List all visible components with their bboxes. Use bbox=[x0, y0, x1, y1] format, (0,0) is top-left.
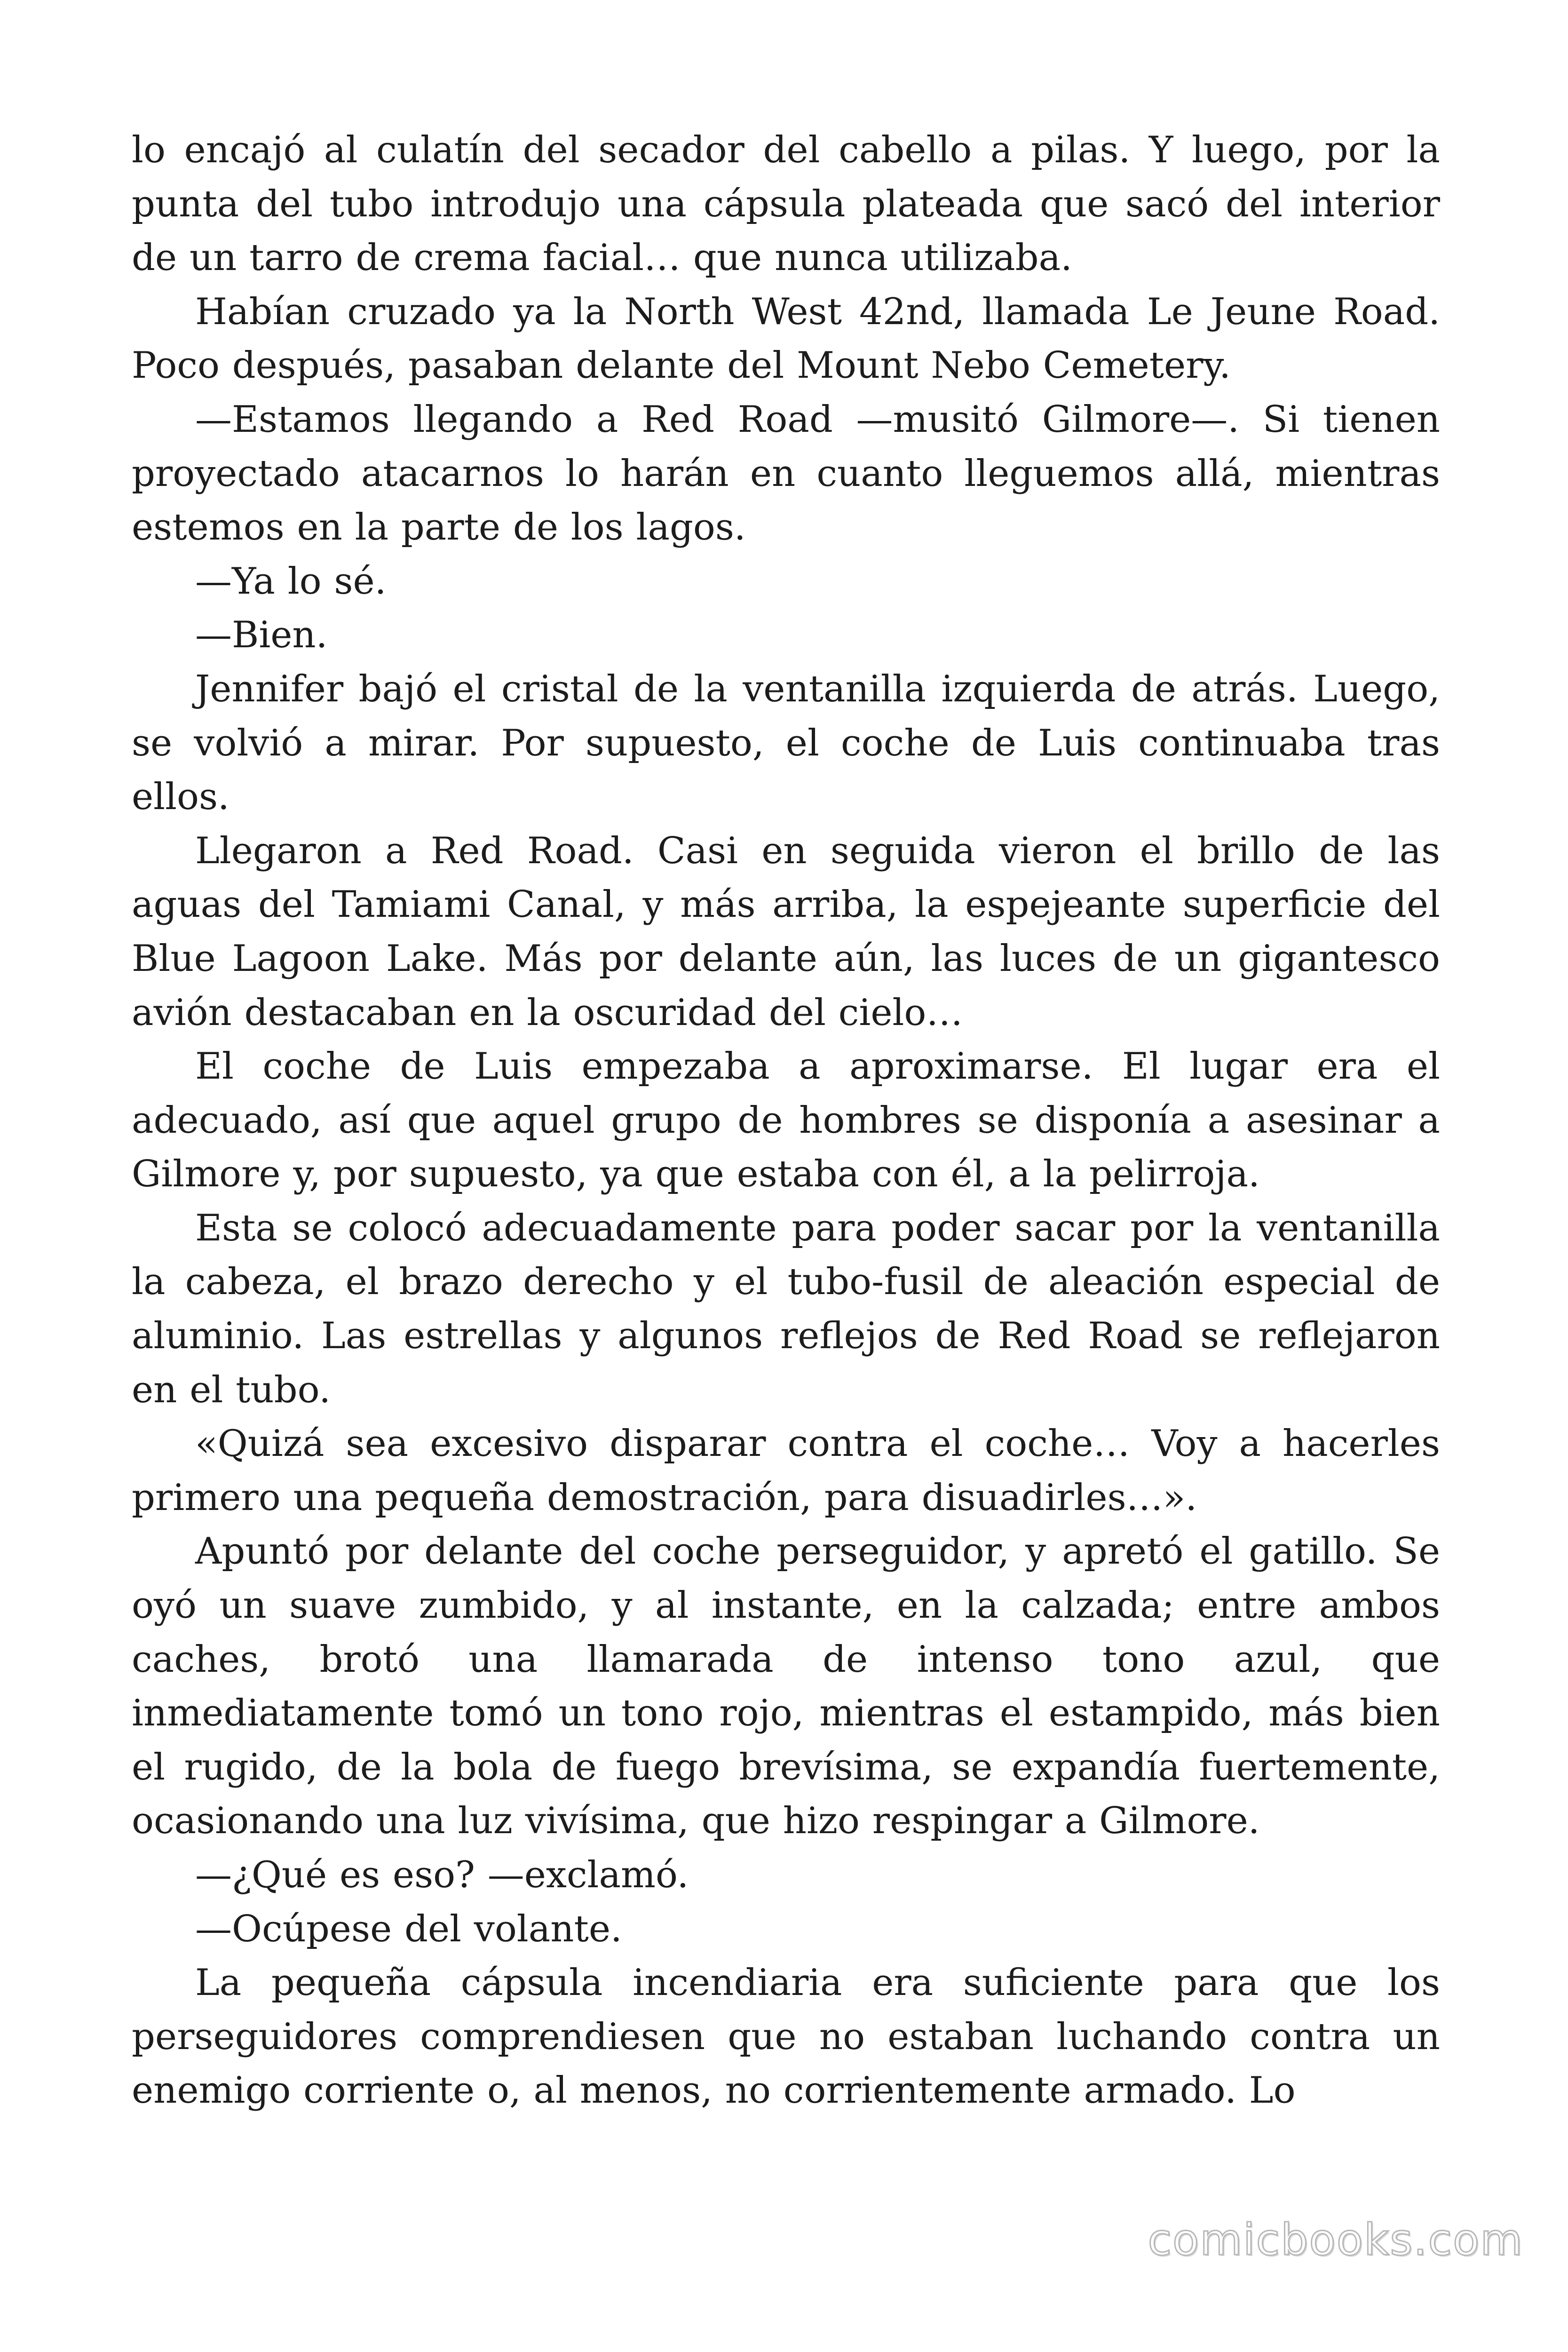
paragraph-12: —¿Qué es eso? —exclamó. bbox=[195, 1854, 689, 1896]
body-text bbox=[132, 123, 1440, 2118]
paragraph-14: La pequeña cápsula incendiaria era suficiente para que los perseguidores comprendiesen que no estaban luchando contra un enemigo corriente o, al menos, no corrientemente armado. Lo bbox=[132, 1962, 1440, 2112]
paragraph-10: «Quizá sea excesivo disparar contra el coche… Voy a hacerles primero una pequeña demostración, para disuadirles…». bbox=[132, 1422, 1440, 1519]
paragraph-8: El coche de Luis empezaba a aproximarse. El lugar era el adecuado, así que aquel grupo de hombres se disponía a asesinar a Gilmore y, por supuesto, ya que estaba con él, a la pelirroja. bbox=[132, 1045, 1440, 1196]
paragraph-2: Habían cruzado ya la North West 42nd, llamada Le Jeune Road. Poco después, pasaban delante del Mount Nebo Cemetery. bbox=[132, 290, 1440, 387]
paragraph-6: Jennifer bajó el cristal de la ventanilla izquierda de atrás. Luego, se volvió a mirar. Por supuesto, el coche de Luis continuaba tras ellos. bbox=[132, 667, 1440, 818]
paragraph-11: Apuntó por delante del coche perseguidor, y apretó el gatillo. Se oyó un suave zumbido, y al instante, en la calzada; entre ambos caches, brotó una llamarada de intenso tono azul, que inmediatamente tomó un tono rojo, mientras el estampido, más bien el rugido, de la bola de fuego brevísima, se expandía fuertemente, ocasionando una luz vivísima, que hizo respingar a Gilmore. bbox=[132, 1530, 1440, 1843]
paragraph-1: lo encajó al culatín del secador del cabello a pilas. Y luego, por la punta del tubo introdujo una cápsula plateada que sacó del interior de un tarro de crema facial… que nunca utilizaba. bbox=[132, 129, 1440, 279]
paragraph-5: —Bien. bbox=[195, 614, 328, 657]
paragraph-9: Esta se colocó adecuadamente para poder sacar por la ventanilla la cabeza, el brazo derecho y el tubo-fusil de aleación especial de aluminio. Las estrellas y algunos reflejos de Red Road se reflejaron en el tubo. bbox=[132, 1207, 1440, 1411]
paragraph-4: —Ya lo sé. bbox=[195, 560, 387, 603]
watermark-logo: comicbooks.com bbox=[1148, 2215, 1523, 2265]
paragraph-13: —Ocúpese del volante. bbox=[195, 1907, 622, 1950]
paragraph-7: Llegaron a Red Road. Casi en seguida vieron el brillo de las aguas del Tamiami Canal, y más arriba, la espejeante superficie del Blue Lagoon Lake. Más por delante aún, las luces de un gigantesco avión destacaban en la oscuridad del cielo… bbox=[132, 829, 1440, 1034]
paragraph-3: —Estamos llegando a Red Road —musitó Gilmore—. Si tienen proyectado atacarnos lo harán en cuanto lleguemos allá, mientras estemos en la parte de los lagos. bbox=[132, 398, 1440, 549]
